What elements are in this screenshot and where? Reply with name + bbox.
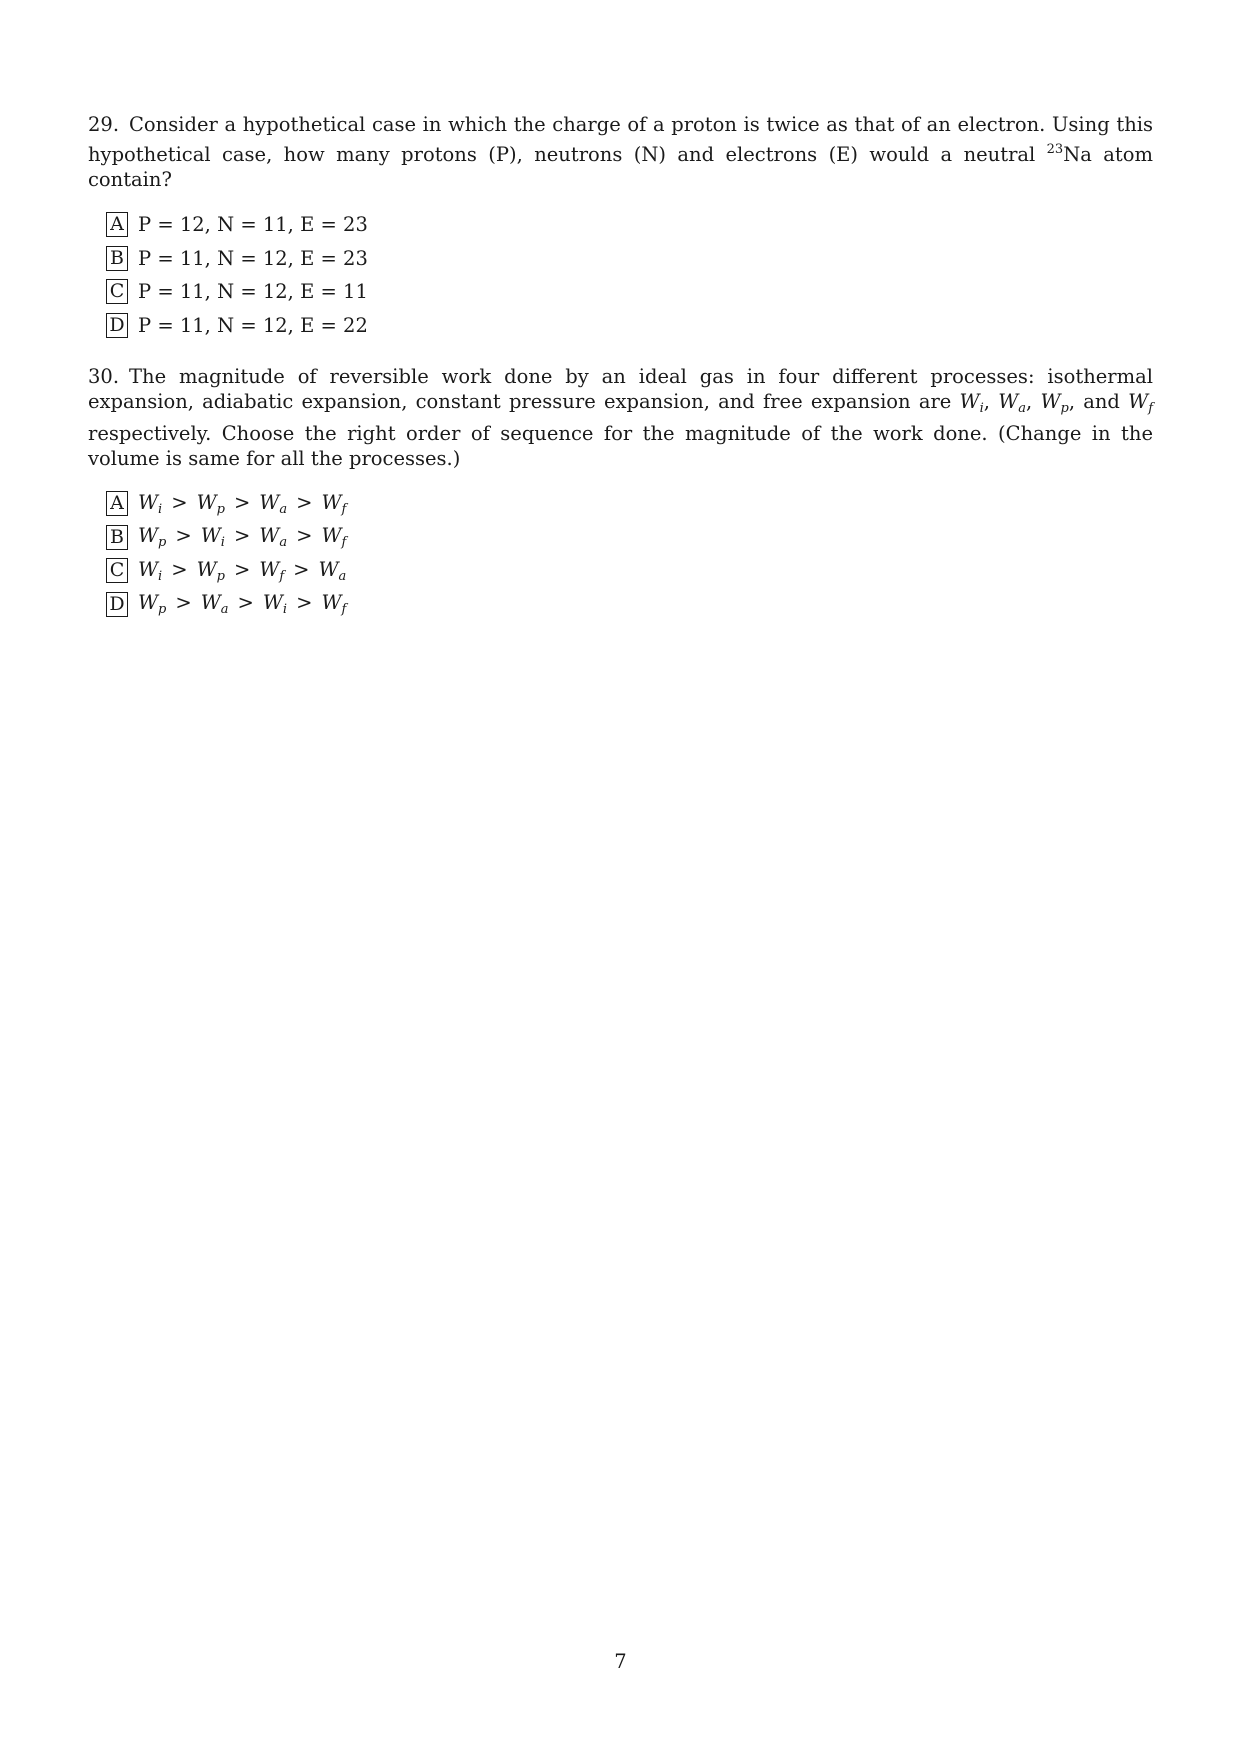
page-number: 7: [614, 1650, 627, 1673]
symbol-w-p: $W_p$: [138, 524, 167, 551]
symbol-w-f: $W_f$: [321, 591, 347, 618]
question-text: The magnitude of reversible work done by an ideal gas in four different processes: isothermal expansion, adiabatic expansion, constant pressure expansion, and free expansion are: [88, 365, 1153, 413]
symbol-w-i: $W_i$: [200, 524, 225, 551]
option-letter-box[interactable]: C: [106, 558, 128, 583]
symbol-w-p: $W_p$: [138, 591, 167, 618]
greater-than-sign: >: [296, 591, 313, 615]
symbol-w-a: $W_a$: [200, 591, 229, 618]
option-letter-box[interactable]: D: [106, 313, 128, 338]
symbol-w-i: $W_i$: [959, 390, 984, 416]
option-b[interactable]: [106, 242, 1153, 276]
question-number: 30.: [88, 365, 120, 388]
symbol-w-a: $W_a$: [998, 390, 1027, 416]
option-d[interactable]: [106, 309, 1153, 343]
option-text: P = 11, N = 12, E = 11: [138, 280, 368, 304]
greater-than-sign: >: [296, 490, 313, 514]
greater-than-sign: >: [233, 524, 251, 548]
question-number: 29.: [88, 113, 120, 136]
greater-than-sign: >: [296, 524, 313, 548]
option-inequality: [138, 558, 346, 584]
greater-than-sign: >: [237, 591, 254, 615]
greater-than-sign: >: [293, 557, 310, 581]
symbol-w-f: $W_f$: [259, 557, 285, 584]
question-text-end: respectively. Choose the right order of sequence for the magnitude of the work done. (Change in the volume is same for all the processes.): [88, 422, 1153, 470]
option-inequality: [138, 524, 346, 550]
symbol-w-f: $W_f$: [1128, 390, 1154, 416]
symbol-w-f: $W_f$: [321, 490, 347, 517]
option-inequality: [138, 591, 346, 617]
option-inequality: [138, 491, 346, 517]
symbol-w-a: $W_a$: [259, 524, 288, 551]
symbol-w-f: $W_f$: [321, 524, 347, 551]
question-text-end: Na atom contain?: [88, 143, 1153, 191]
symbol-w-p: $W_p$: [196, 557, 225, 584]
option-b[interactable]: [106, 521, 1153, 555]
question-30-text: 30. The magnitude of reversible work done by an ideal gas in four different processes: isothermal expansion, adiabatic expansion, constant pressure expansion, and free expansion are $W_i$, $W_a$, $W_p$, and $W_f$ respectively. Choose the right order of sequence for the magnitude of the work done. (Change in the volume is same for all the processes.): [88, 365, 1154, 470]
question-sheet: [88, 112, 1153, 621]
question-29-options: [106, 208, 1153, 342]
symbol-w-i: $W_i$: [138, 557, 163, 584]
option-text: P = 11, N = 12, E = 23: [138, 246, 368, 270]
greater-than-sign: >: [171, 490, 188, 514]
symbol-w-i: $W_i$: [138, 490, 163, 517]
option-letter-box[interactable]: A: [106, 212, 128, 237]
option-text: P = 12, N = 11, E = 23: [138, 213, 368, 237]
greater-than-sign: >: [175, 591, 192, 615]
option-c[interactable]: [106, 275, 1153, 309]
question-29: [88, 112, 1153, 342]
option-text: P = 11, N = 12, E = 22: [138, 313, 368, 337]
option-letter-box[interactable]: A: [106, 491, 128, 516]
option-letter-box[interactable]: B: [106, 525, 128, 550]
symbol-w-i: $W_i$: [262, 591, 288, 618]
option-letter-box[interactable]: B: [106, 246, 128, 271]
greater-than-sign: >: [233, 490, 251, 514]
question-30-options: [106, 487, 1153, 621]
greater-than-sign: >: [171, 557, 188, 581]
symbol-w-a: $W_a$: [318, 557, 347, 584]
option-a[interactable]: [106, 208, 1153, 242]
symbol-w-a: $W_a$: [259, 490, 288, 517]
isotope-mass-number: 23: [1046, 142, 1064, 157]
question-text: Consider a hypothetical case in which the charge of a proton is twice as that of an electron. Using this hypothetical case, how many protons (P), neutrons (N) and electrons (E) would a neutral: [88, 113, 1153, 166]
question-29-text: [88, 112, 1153, 192]
greater-than-sign: >: [175, 524, 192, 548]
symbol-w-p: $W_p$: [1040, 390, 1069, 416]
option-c[interactable]: [106, 554, 1153, 588]
option-letter-box[interactable]: D: [106, 592, 128, 617]
symbol-w-p: $W_p$: [196, 490, 225, 517]
option-letter-box[interactable]: C: [106, 279, 128, 304]
option-a[interactable]: [106, 487, 1153, 521]
greater-than-sign: >: [233, 557, 251, 581]
question-30: [88, 364, 1153, 621]
option-d[interactable]: [106, 588, 1153, 622]
